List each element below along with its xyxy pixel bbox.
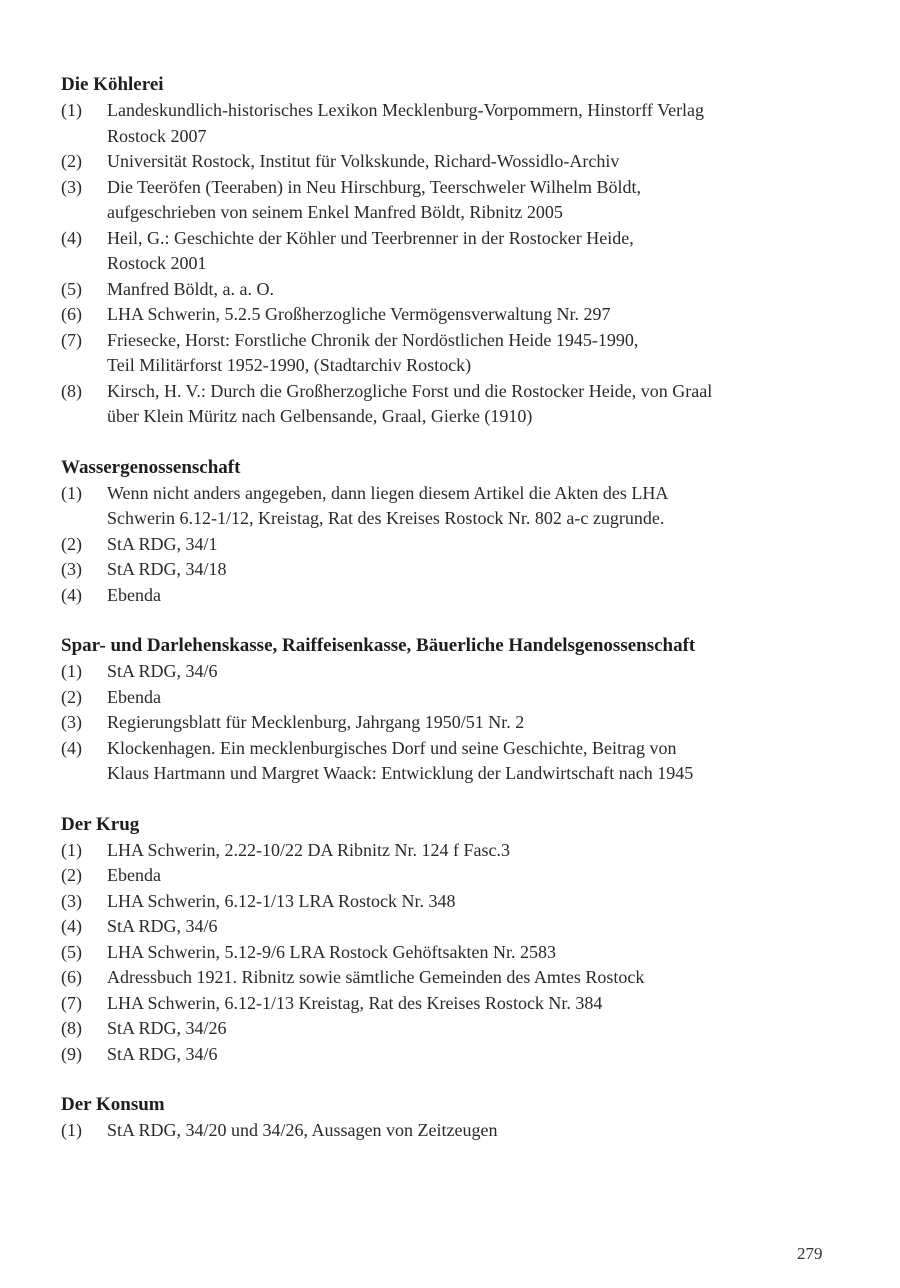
entry-text	[107, 659, 821, 685]
reference-entry	[61, 175, 821, 226]
entry-number: (1)	[61, 1120, 82, 1140]
entry-text	[107, 583, 821, 609]
entry-text	[107, 710, 821, 736]
entry-number: (4)	[61, 227, 82, 248]
reference-entry	[61, 659, 821, 685]
reference-page	[61, 72, 821, 1169]
reference-entry	[61, 736, 821, 787]
entry-line: Rostock 2007	[107, 125, 207, 146]
section-heading: Der Konsum	[61, 1094, 165, 1115]
reference-entry	[61, 1016, 821, 1042]
reference-entry	[61, 226, 821, 277]
entry-line: über Klein Müritz nach Gelbensande, Graal, Gierke (1910)	[107, 406, 533, 426]
entry-text	[107, 557, 821, 583]
entry-number: (8)	[61, 380, 82, 401]
entry-text	[107, 940, 821, 966]
entry-line: LHA Schwerin, 5.2.5 Großherzogliche Vermögensverwaltung Nr. 297	[107, 304, 611, 324]
reference-entry	[61, 965, 821, 991]
entry-text	[107, 379, 821, 430]
entry-number: (2)	[61, 151, 82, 171]
entry-number: (3)	[61, 176, 82, 197]
entry-text	[107, 838, 821, 864]
entry-number: (1)	[61, 482, 82, 503]
entry-text	[107, 965, 821, 991]
entry-number: (8)	[61, 1018, 82, 1038]
entry-text	[107, 736, 821, 787]
reference-entry	[61, 583, 821, 609]
entry-number: (9)	[61, 1043, 82, 1064]
reference-entry	[61, 98, 821, 149]
entry-line: LHA Schwerin, 6.12-1/13 Kreistag, Rat des Kreises Rostock Nr. 384	[107, 992, 603, 1013]
entry-line: Kirsch, H. V.: Durch die Großherzogliche Forst und die Rostocker Heide, von Graal	[107, 380, 713, 401]
entry-text	[107, 889, 821, 915]
entry-text	[107, 1118, 821, 1144]
reference-entry	[61, 1118, 821, 1144]
entry-number: (5)	[61, 941, 82, 962]
entry-line: Landeskundlich-historisches Lexikon Mecklenburg-Vorpommern, Hinstorff Verlag	[107, 100, 705, 120]
entry-text	[107, 914, 821, 940]
entry-number: (6)	[61, 304, 82, 324]
entry-text	[107, 98, 821, 149]
entry-line: Ebenda	[107, 686, 161, 707]
entry-line: Schwerin 6.12-1/12, Kreistag, Rat des Kreises Rostock Nr. 802 a-c zugrunde.	[107, 508, 665, 528]
entry-text	[107, 226, 821, 277]
reference-entry	[61, 710, 821, 736]
reference-entry	[61, 302, 821, 328]
entry-text	[107, 481, 821, 532]
section	[61, 812, 821, 1068]
entry-line: LHA Schwerin, 5.12-9/6 LRA Rostock Gehöftsakten Nr. 2583	[107, 941, 556, 962]
entry-line: Manfred Böldt, a. a. O.	[107, 278, 274, 299]
entry-number: (7)	[61, 329, 82, 350]
entry-line: StA RDG, 34/1	[107, 533, 218, 554]
reference-entry	[61, 991, 821, 1017]
entry-text	[107, 175, 821, 226]
page-number: 279	[797, 1244, 823, 1263]
entry-line: Regierungsblatt für Mecklenburg, Jahrgang 1950/51 Nr. 2	[107, 712, 525, 732]
entry-line: StA RDG, 34/6	[107, 1043, 218, 1064]
reference-entry	[61, 328, 821, 379]
entry-text	[107, 863, 821, 889]
entry-line: StA RDG, 34/26	[107, 1018, 227, 1038]
entry-line: Die Teeröfen (Teeraben) in Neu Hirschburg, Teerschweler Wilhelm Böldt,	[107, 176, 641, 197]
entry-text	[107, 1042, 821, 1068]
entry-line: Klaus Hartmann und Margret Waack: Entwicklung der Landwirtschaft nach 1945	[107, 763, 694, 783]
reference-entry	[61, 1042, 821, 1068]
entry-text	[107, 1016, 821, 1042]
entry-number: (3)	[61, 712, 82, 732]
reference-entry	[61, 149, 821, 175]
entry-line: StA RDG, 34/20 und 34/26, Aussagen von Zeitzeugen	[107, 1120, 498, 1140]
section	[61, 72, 821, 430]
entry-number: (5)	[61, 278, 82, 299]
entry-number: (4)	[61, 916, 82, 936]
reference-entry	[61, 914, 821, 940]
section-heading: Spar- und Darlehenskasse, Raiffeisenkasse, Bäuerliche Handelsgenossenschaft	[61, 635, 696, 656]
section-heading: Wassergenossenschaft	[61, 456, 241, 478]
entry-number: (3)	[61, 559, 82, 579]
entry-line: StA RDG, 34/6	[107, 916, 218, 936]
entry-line: Universität Rostock, Institut für Volkskunde, Richard-Wossidlo-Archiv	[107, 151, 620, 171]
entry-number: (2)	[61, 686, 82, 707]
entry-number: (7)	[61, 992, 82, 1013]
entry-line: Ebenda	[107, 584, 161, 605]
reference-entry	[61, 685, 821, 711]
entry-number: (4)	[61, 584, 82, 605]
entry-number: (1)	[61, 661, 82, 681]
entry-line: Klockenhagen. Ein mecklenburgisches Dorf und seine Geschichte, Beitrag von	[107, 737, 677, 758]
entry-line: Teil Militärforst 1952-1990, (Stadtarchiv Rostock)	[107, 355, 472, 375]
entry-line: Ebenda	[107, 865, 161, 885]
reference-entry	[61, 481, 821, 532]
entry-number: (2)	[61, 865, 82, 885]
entry-text	[107, 277, 821, 303]
entry-text	[107, 532, 821, 558]
entry-line: Wenn nicht anders angegeben, dann liegen diesem Artikel die Akten des LHA	[107, 482, 669, 503]
entry-number: (1)	[61, 839, 82, 860]
reference-entry	[61, 940, 821, 966]
entry-line: StA RDG, 34/18	[107, 559, 227, 579]
section	[61, 633, 821, 787]
entry-line: LHA Schwerin, 6.12-1/13 LRA Rostock Nr. 348	[107, 890, 456, 911]
entry-line: Friesecke, Horst: Forstliche Chronik der Nordöstlichen Heide 1945-1990,	[107, 329, 639, 350]
reference-entry	[61, 838, 821, 864]
reference-entry	[61, 532, 821, 558]
section-heading: Die Köhlerei	[61, 74, 164, 95]
reference-entry	[61, 889, 821, 915]
reference-entry	[61, 557, 821, 583]
entry-number: (2)	[61, 533, 82, 554]
entry-line: StA RDG, 34/6	[107, 661, 218, 681]
section	[61, 455, 821, 609]
entry-number: (4)	[61, 737, 82, 758]
entry-text	[107, 149, 821, 175]
section	[61, 1092, 821, 1144]
section-heading: Der Krug	[61, 813, 140, 835]
entry-line: Adressbuch 1921. Ribnitz sowie sämtliche Gemeinden des Amtes Rostock	[107, 967, 645, 987]
entry-text	[107, 328, 821, 379]
entry-line: Heil, G.: Geschichte der Köhler und Teerbrenner in der Rostocker Heide,	[107, 227, 634, 248]
entry-line: LHA Schwerin, 2.22-10/22 DA Ribnitz Nr. 124 f Fasc.3	[107, 839, 510, 860]
reference-entry	[61, 277, 821, 303]
entry-number: (3)	[61, 890, 82, 911]
entry-number: (6)	[61, 967, 82, 987]
entry-text	[107, 685, 821, 711]
entry-line: aufgeschrieben von seinem Enkel Manfred Böldt, Ribnitz 2005	[107, 202, 563, 222]
reference-entry	[61, 379, 821, 430]
entry-number: (1)	[61, 100, 82, 120]
entry-line: Rostock 2001	[107, 253, 207, 273]
reference-entry	[61, 863, 821, 889]
entry-text	[107, 991, 821, 1017]
entry-text	[107, 302, 821, 328]
